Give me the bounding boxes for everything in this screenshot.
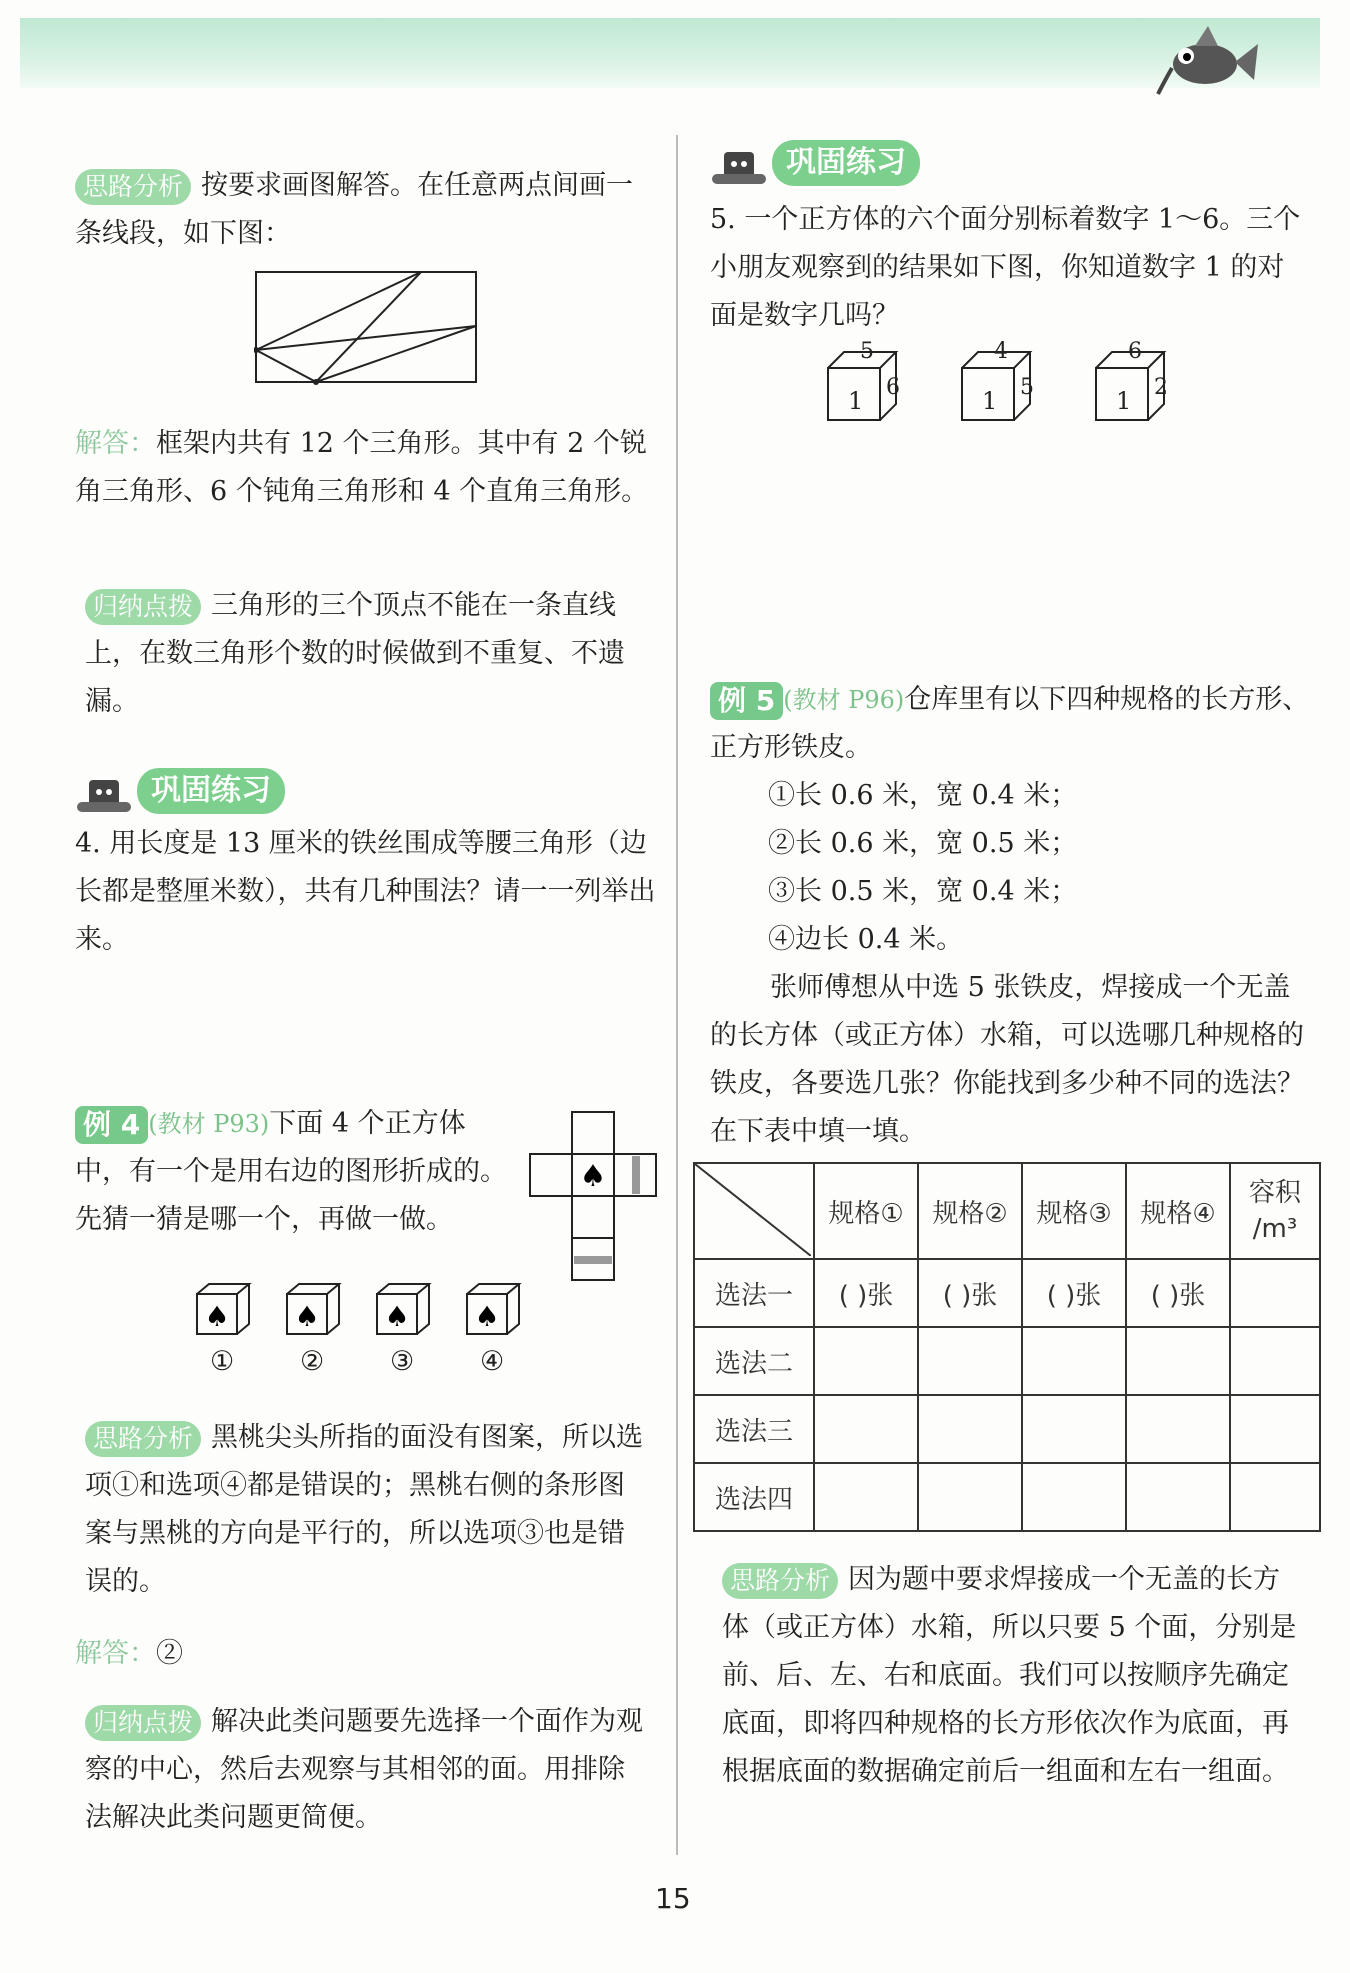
question-4: 4. 用长度是 13 厘米的铁丝围成等腰三角形（边长都是整厘米数），共有几种围法？请一一列举出来。 bbox=[75, 828, 656, 955]
practice-header-left bbox=[75, 768, 285, 824]
practice-header-right bbox=[710, 140, 920, 196]
answer-text: 框架内共有 12 个三角形。其中有 2 个锐角三角形、6 个钝角三角形和 4 个直角三角形。 bbox=[75, 428, 649, 507]
svg-text:♠: ♠ bbox=[474, 1300, 500, 1333]
header-volume bbox=[1230, 1163, 1320, 1259]
table-cell[interactable] bbox=[1230, 1395, 1320, 1463]
row-label: 选法四 bbox=[694, 1463, 814, 1531]
triangle-figure bbox=[254, 270, 480, 388]
analysis-tag: 思路分析 bbox=[85, 1421, 201, 1457]
table-row bbox=[694, 1259, 1320, 1327]
table-row bbox=[694, 1463, 1320, 1531]
option-2-label: ② bbox=[300, 1346, 325, 1377]
table-cell[interactable] bbox=[1126, 1327, 1230, 1395]
summary-block-1 bbox=[85, 582, 660, 726]
cube-3-top: 6 bbox=[1128, 339, 1142, 364]
table-cell[interactable]: ( )张 bbox=[918, 1259, 1022, 1327]
table-cell[interactable]: ( )张 bbox=[814, 1259, 918, 1327]
practice-title: 巩固练习 bbox=[772, 140, 920, 186]
header-spec-2: 规格② bbox=[918, 1163, 1022, 1259]
table-cell[interactable] bbox=[1022, 1395, 1126, 1463]
robot-icon bbox=[710, 144, 768, 192]
option-4-label: ④ bbox=[480, 1346, 505, 1377]
analysis-block-1 bbox=[75, 162, 650, 258]
table-cell[interactable] bbox=[918, 1463, 1022, 1531]
header-volume-unit: /m³ bbox=[1252, 1214, 1298, 1244]
table-cell[interactable] bbox=[814, 1327, 918, 1395]
table-corner-cell bbox=[694, 1163, 814, 1259]
option-cube-3 bbox=[377, 1284, 429, 1334]
spec-4: ④边长 0.4 米。 bbox=[768, 924, 964, 955]
header-spec-4: 规格④ bbox=[1126, 1163, 1230, 1259]
question-5: 5. 一个正方体的六个面分别标着数字 1～6。三个小朋友观察到的结果如下图，你知道数字 1 的对面是数字几吗？ bbox=[710, 204, 1301, 331]
answer-block-2 bbox=[75, 1630, 183, 1678]
svg-text:♠: ♠ bbox=[204, 1300, 230, 1333]
example-5-text-2: 张师傅想从中选 5 张铁皮，焊接成一个无盖的长方体（或正方体）水箱，可以选哪几种规格的铁皮，各要选几张？你能找到多少种不同的选法？在下表中填一填。 bbox=[710, 972, 1304, 1147]
table-cell[interactable]: ( )张 bbox=[1126, 1259, 1230, 1327]
row-label: 选法三 bbox=[694, 1395, 814, 1463]
cube-options bbox=[195, 1282, 535, 1342]
cube-2-side: 5 bbox=[1020, 375, 1034, 400]
robot-icon bbox=[75, 772, 133, 820]
row-label: 选法二 bbox=[694, 1327, 814, 1395]
table-row bbox=[694, 1327, 1320, 1395]
table-row bbox=[694, 1395, 1320, 1463]
analysis-block-2 bbox=[85, 1414, 650, 1606]
analysis-text: 因为题中要求焊接成一个无盖的长方体（或正方体）水箱，所以只要 5 个面，分别是前、后、左、右和底面。我们可以按顺序先确定底面，即将四种规格的长方形依次作为底面，再根据底面的数据确定前后一组面和左右一组面。 bbox=[722, 1564, 1297, 1787]
page-number: 15 bbox=[655, 1882, 691, 1915]
cube-1-side: 6 bbox=[886, 375, 900, 400]
selection-table bbox=[693, 1162, 1321, 1532]
header-banner bbox=[20, 18, 1320, 88]
practice-title: 巩固练习 bbox=[137, 768, 285, 814]
row-label: 选法一 bbox=[694, 1259, 814, 1327]
cube-1-front: 1 bbox=[848, 387, 864, 415]
option-cube-1 bbox=[197, 1284, 249, 1334]
header-spec-1: 规格① bbox=[814, 1163, 918, 1259]
answer-text: ② bbox=[156, 1638, 183, 1669]
example-4-text: 下面 4 个正方体中，有一个是用右边的图形折成的。先猜一猜是哪一个，再做一做。 bbox=[75, 1108, 507, 1235]
answer-tag: 解答： bbox=[75, 428, 156, 459]
analysis-tag: 思路分析 bbox=[722, 1563, 838, 1599]
example-5-tag: 例 5 bbox=[710, 682, 783, 720]
table-cell[interactable] bbox=[1230, 1327, 1320, 1395]
svg-text:♠: ♠ bbox=[384, 1300, 410, 1333]
cube-2-top: 4 bbox=[994, 339, 1008, 364]
example-5-ref: (教材 P96) bbox=[783, 686, 905, 714]
summary-text: 三角形的三个顶点不能在一条直线上，在数三角形个数的时候做到不重复、不遗漏。 bbox=[85, 590, 625, 717]
cube-net bbox=[528, 1110, 660, 1282]
header-volume-label: 容积 bbox=[1248, 1178, 1301, 1208]
summary-text: 解决此类问题要先选择一个面作为观察的中心，然后去观察与其相邻的面。用排除法解决此类问题更简便。 bbox=[85, 1706, 644, 1833]
table-cell[interactable] bbox=[1126, 1395, 1230, 1463]
answer-block-1 bbox=[75, 420, 660, 516]
cube-3-side: 2 bbox=[1154, 375, 1168, 400]
cube-3-front: 1 bbox=[1116, 387, 1132, 415]
example-5-text: 仓库里有以下四种规格的长方形、正方形铁皮。 bbox=[710, 684, 1310, 763]
example-4-tag: 例 4 bbox=[75, 1106, 148, 1144]
svg-text:♠: ♠ bbox=[579, 1159, 607, 1194]
table-cell[interactable] bbox=[814, 1395, 918, 1463]
column-divider bbox=[676, 135, 678, 1855]
example-5 bbox=[710, 676, 1310, 772]
header-spec-3: 规格③ bbox=[1022, 1163, 1126, 1259]
svg-text:♠: ♠ bbox=[294, 1300, 320, 1333]
table-cell[interactable] bbox=[918, 1327, 1022, 1395]
spec-3: ③长 0.5 米，宽 0.4 米； bbox=[768, 876, 1078, 907]
option-1-label: ① bbox=[210, 1346, 235, 1377]
cube-2-front: 1 bbox=[982, 387, 998, 415]
table-cell[interactable]: ( )张 bbox=[1022, 1259, 1126, 1327]
table-cell[interactable] bbox=[1230, 1259, 1320, 1327]
option-3-label: ③ bbox=[390, 1346, 415, 1377]
option-cube-4 bbox=[467, 1284, 519, 1334]
spec-2: ②长 0.6 米，宽 0.5 米； bbox=[768, 828, 1078, 859]
cube-1-top: 5 bbox=[860, 339, 874, 364]
example-4-ref: (教材 P93) bbox=[148, 1110, 270, 1138]
analysis-text: 按要求画图解答。在任意两点间画一条线段，如下图： bbox=[75, 170, 634, 249]
example-4 bbox=[75, 1100, 515, 1244]
table-cell[interactable] bbox=[918, 1395, 1022, 1463]
analysis-tag: 思路分析 bbox=[75, 169, 191, 205]
table-cell[interactable] bbox=[1126, 1463, 1230, 1531]
spec-1: ①长 0.6 米，宽 0.4 米； bbox=[768, 780, 1078, 811]
analysis-text: 黑桃尖头所指的面没有图案，所以选项①和选项④都是错误的；黑桃右侧的条形图案与黑桃的方向是平行的，所以选项③也是错误的。 bbox=[85, 1422, 644, 1597]
summary-tag: 归纳点拨 bbox=[85, 589, 201, 625]
table-header-row bbox=[694, 1163, 1320, 1259]
answer-tag: 解答： bbox=[75, 1638, 156, 1669]
option-cube-2 bbox=[287, 1284, 339, 1334]
table-cell[interactable] bbox=[1230, 1463, 1320, 1531]
summary-block-2 bbox=[85, 1698, 650, 1842]
fish-illustration bbox=[1150, 22, 1260, 112]
table-cell[interactable] bbox=[814, 1463, 918, 1531]
table-cell[interactable] bbox=[1022, 1327, 1126, 1395]
analysis-block-3 bbox=[722, 1556, 1302, 1796]
summary-tag: 归纳点拨 bbox=[85, 1705, 201, 1741]
table-cell[interactable] bbox=[1022, 1463, 1126, 1531]
